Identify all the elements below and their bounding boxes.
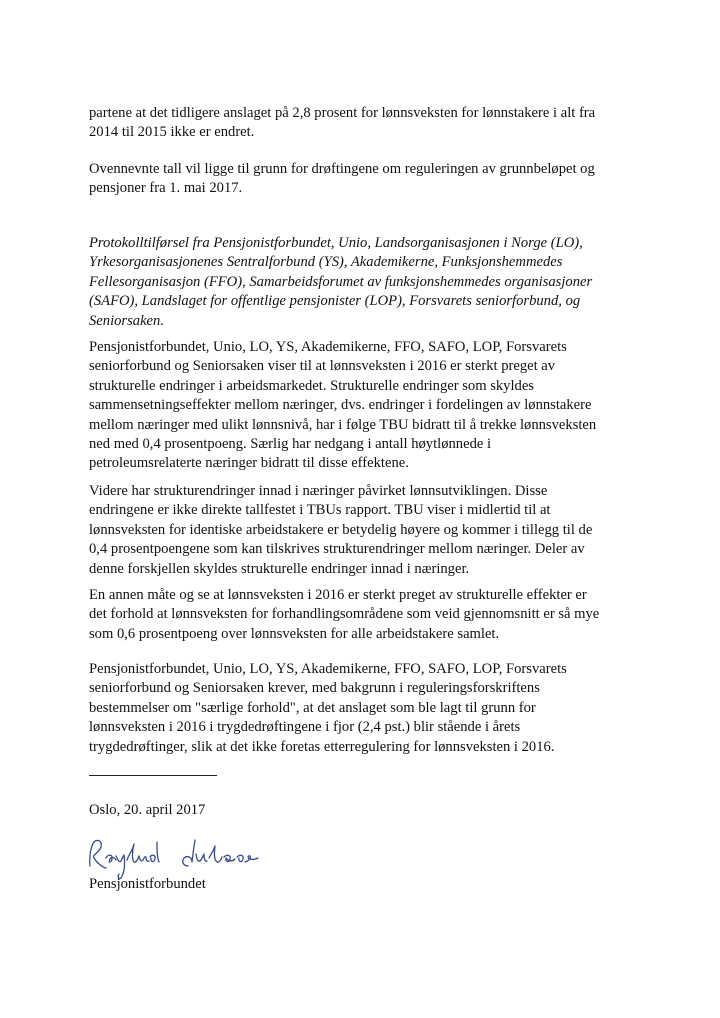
text-line: seniorforbund og Seniorsaken krever, med bakgrunn i reguleringsforskriftens [89,680,540,697]
text-line: denne forskjellen skyldes strukturelle endringer innad i næringer. [89,560,470,577]
paragraph-protocol-addendum [89,234,629,331]
text-line: En annen måte og se at lønnsveksten i 2016 er sterkt preget av strukturelle effekter er [89,587,587,603]
text-line: lønnsveksten for identiske arbeidstakere er betydelig høyere og kommer i tillegg til de [89,521,593,538]
organization-name: Pensjonistforbundet [89,876,206,892]
text-line: mellom næringer med ulikt lønnsnivå, har i følge TBU bidratt til å trekke lønnsveksten [89,416,597,433]
text-line: endringene er ikke direkte tallfestet i TBUs rapport. TBU viser i midlertid til at [89,502,551,519]
paragraph-structural-changes [89,338,629,474]
text-line: pensjoner fra 1. mai 2017. [89,180,243,197]
text-line: bestemmelser om "særlige forhold", at det anslaget som ble lagt til grunn for [89,699,536,716]
text-line: det forhold at lønnsveksten for forhandlingsområdene som veid gjennomsnitt er så mye [89,606,600,623]
text-line: Pensjonistforbundet, Unio, LO, YS, Akademikerne, FFO, SAFO, LOP, Forsvarets [89,339,567,355]
handwritten-signature [84,832,294,882]
text-line: sammensetningseffekter mellom næringer, dvs. endringer i fordelingen av lønnstakere [89,397,592,414]
place-date: Oslo, 20. april 2017 [89,802,206,818]
text-line: Seniorsaken. [89,312,164,329]
text-line: seniorforbund og Seniorsaken viser til at lønnsveksten i 2016 er sterkt preget av [89,358,556,375]
text-line: 2014 til 2015 ikke er endret. [89,124,255,141]
paragraph-basis-for-negotiations [89,160,629,199]
text-line: Protokolltilførsel fra Pensjonistforbundet, Unio, Landsorganisasjonen i Norge (LO), [89,235,583,251]
text-line: petroleumsrelaterte næringer bidratt til disse effektene. [89,455,409,472]
paragraph-wage-estimate [89,104,629,143]
text-line: Fellesorganisasjon (FFO), Samarbeidsforumet av funksjonshemmedes organisasjoner [89,273,593,290]
paragraph-demand [89,660,629,757]
text-line: Pensjonistforbundet, Unio, LO, YS, Akademikerne, FFO, SAFO, LOP, Forsvarets [89,661,567,677]
signature-rule [89,775,217,776]
text-line: lønnsveksten i 2016 i trygdedrøftingene i fjor (2,4 pst.) blir stående i årets [89,719,521,736]
text-line: (SAFO), Landslaget for offentlige pensjonister (LOP), Forsvarets seniorforbund, og [89,293,581,310]
text-line: Videre har strukturendringer innad i næringer påvirket lønnsutviklingen. Disse [89,483,548,499]
text-line: Ovennevnte tall vil ligge til grunn for drøftingene om reguleringen av grunnbeløpet og [89,161,595,177]
paragraph-structural-changes-within-industries [89,482,629,579]
text-line: ned med 0,4 prosentpoeng. Særlig har nedgang i antall høytlønnede i [89,436,492,453]
text-line: strukturelle endringer i arbeidsmarkedet. Strukturelle endringer som skyldes [89,377,534,394]
text-line: trygdedrøftinger, slik at det ikke foretas etterregulering for lønnsveksten i 2016. [89,738,555,755]
text-line: 0,4 prosentpoengene som kan tilskrives strukturendringer mellom næringer. Deler av [89,541,585,558]
text-line: partene at det tidligere anslaget på 2,8 prosent for lønnsveksten for lønnstakere i alt fra [89,105,596,121]
text-line: som 0,6 prosentpoeng over lønnsveksten for alle arbeidstakere samlet. [89,625,500,642]
paragraph-weighted-average [89,586,629,644]
text-line: Yrkesorganisasjonenes Sentralforbund (YS), Akademikerne, Funksjonshemmedes [89,254,563,271]
